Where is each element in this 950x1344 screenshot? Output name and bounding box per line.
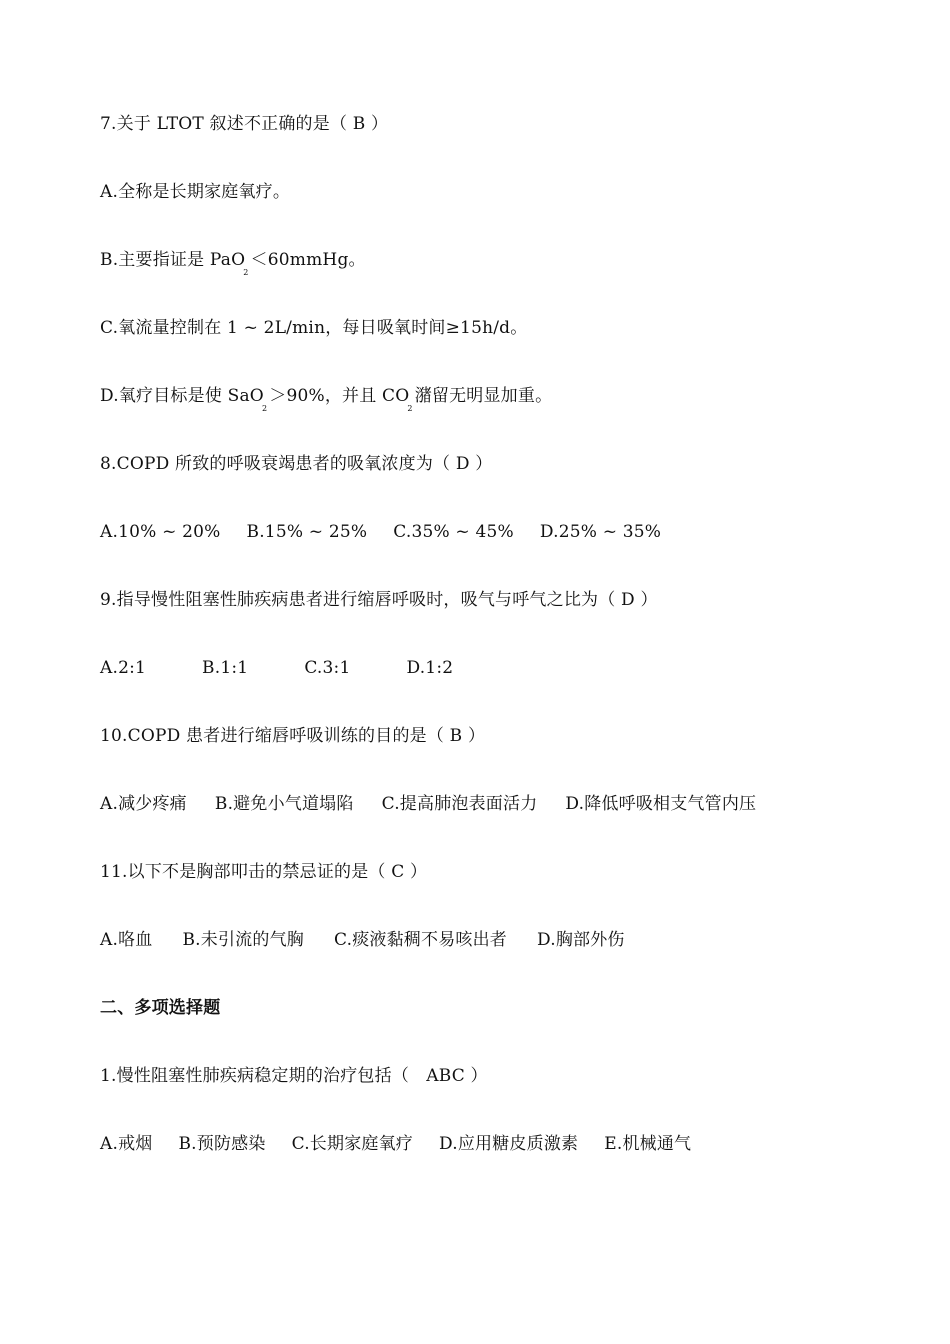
question-9-stem: 9.指导慢性阻塞性肺疾病患者进行缩唇呼吸时，吸气与呼气之比为（ D ） <box>100 590 658 610</box>
option-c: C.35% ~ 45% <box>393 522 514 542</box>
option-b: B.避免小气道塌陷 <box>214 794 354 814</box>
question-7-option-d <box>100 384 552 421</box>
option-d: D.1:2 <box>406 658 454 678</box>
option-a: A.2:1 <box>100 658 147 678</box>
option-b: B.1:1 <box>202 658 249 678</box>
option-c: C.提高肺泡表面活力 <box>381 794 538 814</box>
option-d-text-pre: D.氧疗目标是使 SaO <box>100 386 264 406</box>
question-7-stem: 7.关于 LTOT 叙述不正确的是（ B ） <box>100 114 389 134</box>
multi-question-1-options <box>100 1132 691 1156</box>
option-b: B.未引流的气胸 <box>182 930 304 950</box>
section-heading: 二、多项选择题 <box>100 998 221 1018</box>
question-11-stem: 11.以下不是胸部叩击的禁忌证的是（ C ） <box>100 862 428 882</box>
option-c: C.长期家庭氧疗 <box>291 1134 413 1154</box>
question-10-stem: 10.COPD 患者进行缩唇呼吸训练的目的是（ B ） <box>100 726 486 746</box>
option-a: A.10% ~ 20% <box>100 522 221 542</box>
question-8-stem: 8.COPD 所致的呼吸衰竭患者的吸氧浓度为（ D ） <box>100 454 493 474</box>
subscript: 2 <box>243 268 249 277</box>
option-a: A.戒烟 <box>100 1134 153 1154</box>
option-b: B.15% ~ 25% <box>246 522 368 542</box>
question-7-option-b <box>100 248 366 285</box>
option-b-text-pre: B.主要指证是 PaO <box>100 250 246 270</box>
option-d: D.降低呼吸相支气管内压 <box>565 794 757 814</box>
option-e: E.机械通气 <box>604 1134 692 1154</box>
option-a: A.减少疼痛 <box>100 794 187 814</box>
question-11-options <box>100 928 625 952</box>
option-a: A.咯血 <box>100 930 153 950</box>
option-d: D.应用糖皮质激素 <box>439 1134 579 1154</box>
option-b-text-post: ＜60mmHg。 <box>250 250 366 270</box>
subscript: 2 <box>407 404 413 413</box>
subscript: 2 <box>261 404 268 413</box>
question-9-options <box>100 656 453 680</box>
option-d-text-mid: ＞90%，并且 CO <box>269 386 410 406</box>
option-c: C.3:1 <box>304 658 351 678</box>
option-d: D.胸部外伤 <box>537 930 625 950</box>
question-7-option-a: A.全称是长期家庭氧疗。 <box>100 182 291 202</box>
question-7-option-c: C.氧流量控制在 1 ~ 2L/min，每日吸氧时间≥15h/d。 <box>100 318 528 338</box>
option-d-text-post: 潴留无明显加重。 <box>414 386 553 406</box>
question-10-options <box>100 792 756 816</box>
option-b: B.预防感染 <box>178 1134 266 1154</box>
option-d: D.25% ~ 35% <box>539 522 662 542</box>
multi-question-1-stem: 1.慢性阻塞性肺疾病稳定期的治疗包括（ ABC ） <box>100 1066 488 1086</box>
question-8-options <box>100 520 661 544</box>
option-c: C.痰液黏稠不易咳出者 <box>333 930 507 950</box>
